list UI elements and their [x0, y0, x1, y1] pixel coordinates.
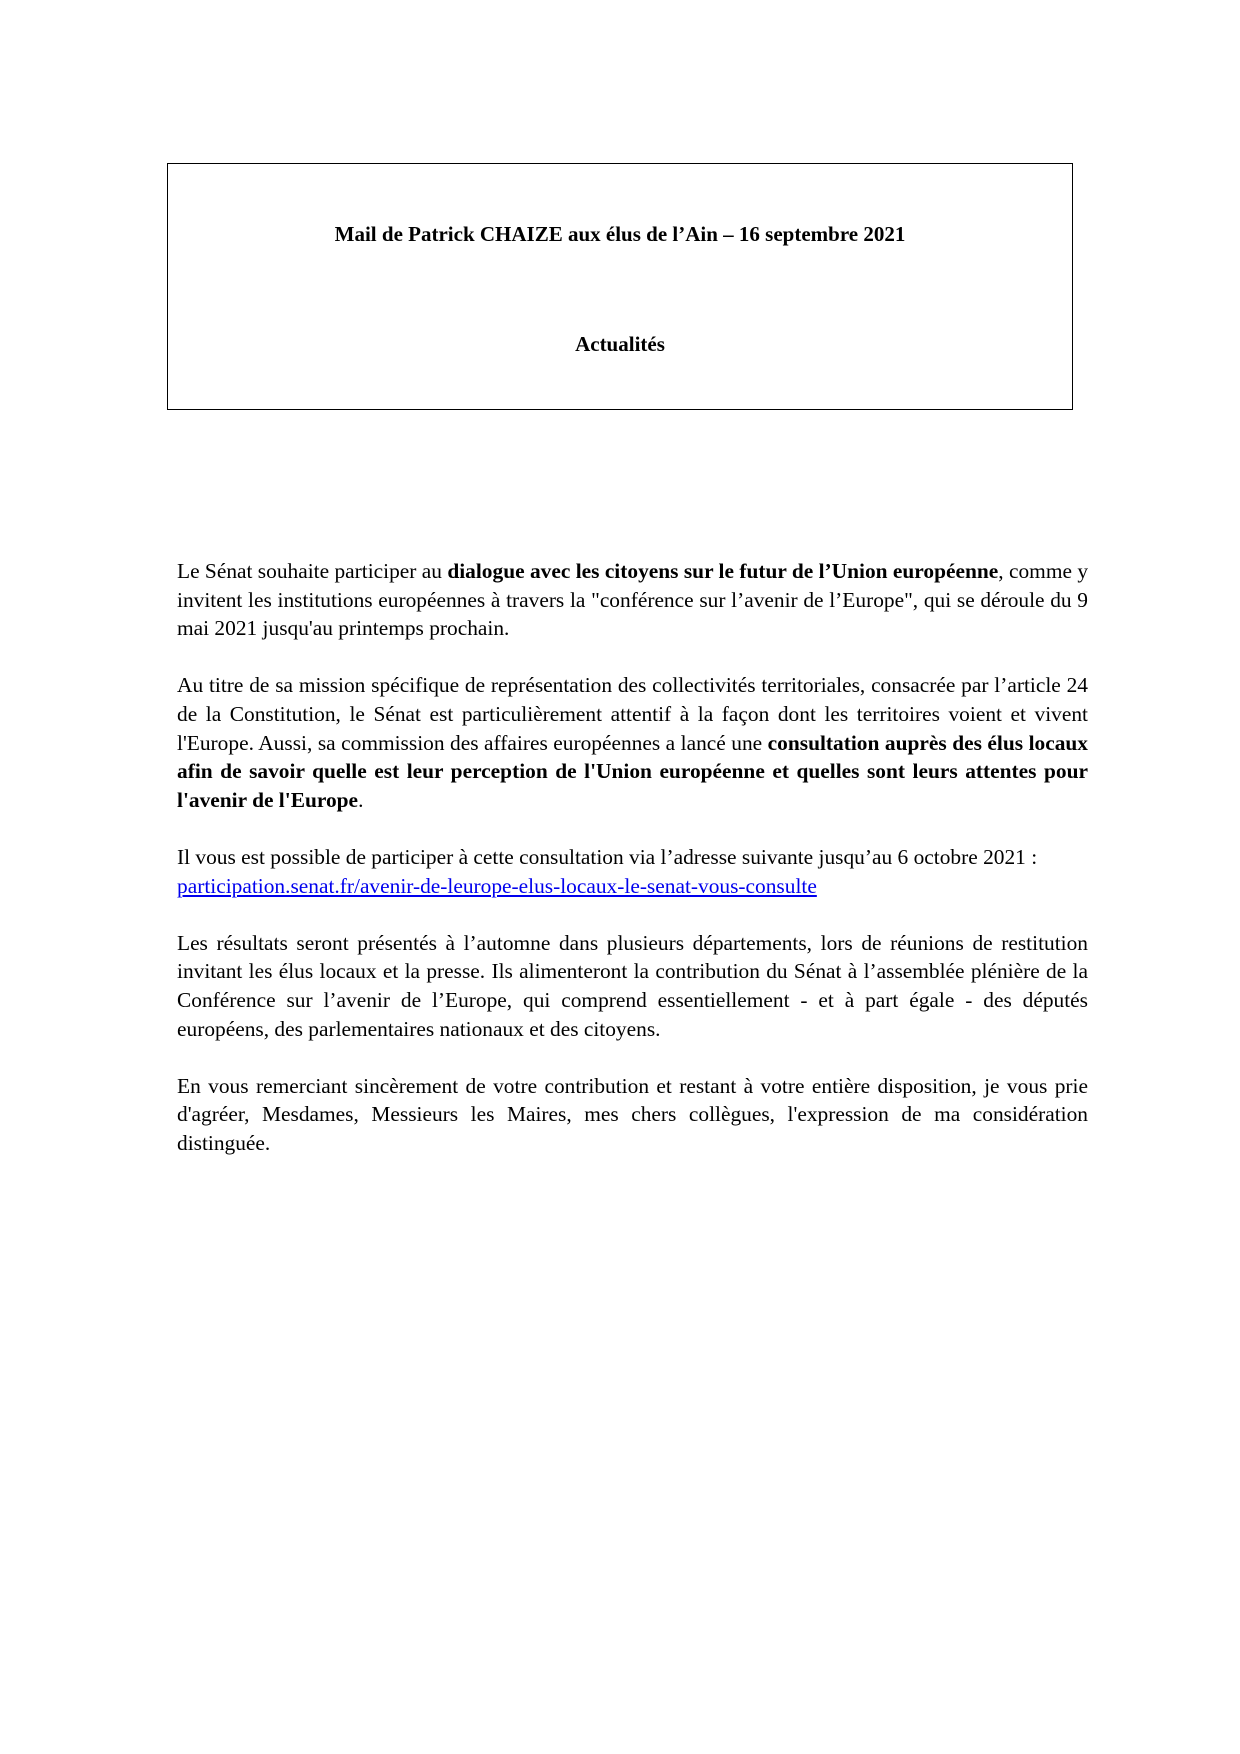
paragraph-intro-bold: dialogue avec les citoyens sur le futur de l’Union européenne: [447, 559, 999, 583]
document-subtitle: Actualités: [575, 332, 665, 356]
paragraph-participation: [177, 843, 1088, 900]
paragraph-consultation-text-a: Au titre de sa mission spécifique de représentation des collectivités territoriales, consacrée par l’article 24 de la Constitution, le Sénat est particulièrement attentif à la façon dont les territoires voient et vivent l'Europe. Aussi, sa commission des affaires européennes a lancé une: [177, 673, 1088, 755]
consultation-link[interactable]: participation.senat.fr/avenir-de-leurope-elus-locaux-le-senat-vous-consulte: [177, 873, 817, 898]
paragraph-results: Les résultats seront présentés à l’automne dans plusieurs départements, lors de réunions de restitution invitant les élus locaux et la presse. Ils alimenteront la contribution du Sénat à l’assemblée plénière de la Conférence sur l’avenir de l’Europe, qui comprend essentiellement - et à part égale - des députés européens, des parlementaires nationaux et des citoyens.: [177, 930, 1088, 1041]
paragraph-closing: En vous remerciant sincèrement de votre contribution et restant à votre entière disposition, je vous prie d'agréer, Mesdames, Messieurs les Maires, mes chers collègues, l'expression de ma considération distinguée.: [177, 1073, 1088, 1155]
document-title: Mail de Patrick CHAIZE aux élus de l’Ain – 16 septembre 2021: [334, 222, 906, 246]
paragraph-consultation-bold: consultation auprès des élus locaux afin de savoir quelle est leur perception de l'Union européenne et quelles sont leurs attentes pour l'avenir de l'Europe: [177, 730, 1088, 812]
paragraph-intro-text-c: , comme y invitent les institutions européennes à travers la "conférence sur l’avenir de l’Europe", qui se déroule du 9 mai 2021 jusqu'au printemps prochain.: [177, 559, 1089, 641]
header-box: [167, 163, 1073, 410]
paragraph-intro-text-a: Le Sénat souhaite participer au: [177, 559, 448, 583]
paragraph-participation-text: Il vous est possible de participer à cette consultation via l’adresse suivante jusqu’au 6 octobre 2021 :: [177, 844, 1038, 869]
paragraph-intro: [177, 557, 1088, 643]
paragraph-consultation-text-c: .: [358, 787, 364, 812]
paragraph-consultation: [177, 671, 1088, 814]
mail-body: [177, 557, 1088, 1186]
